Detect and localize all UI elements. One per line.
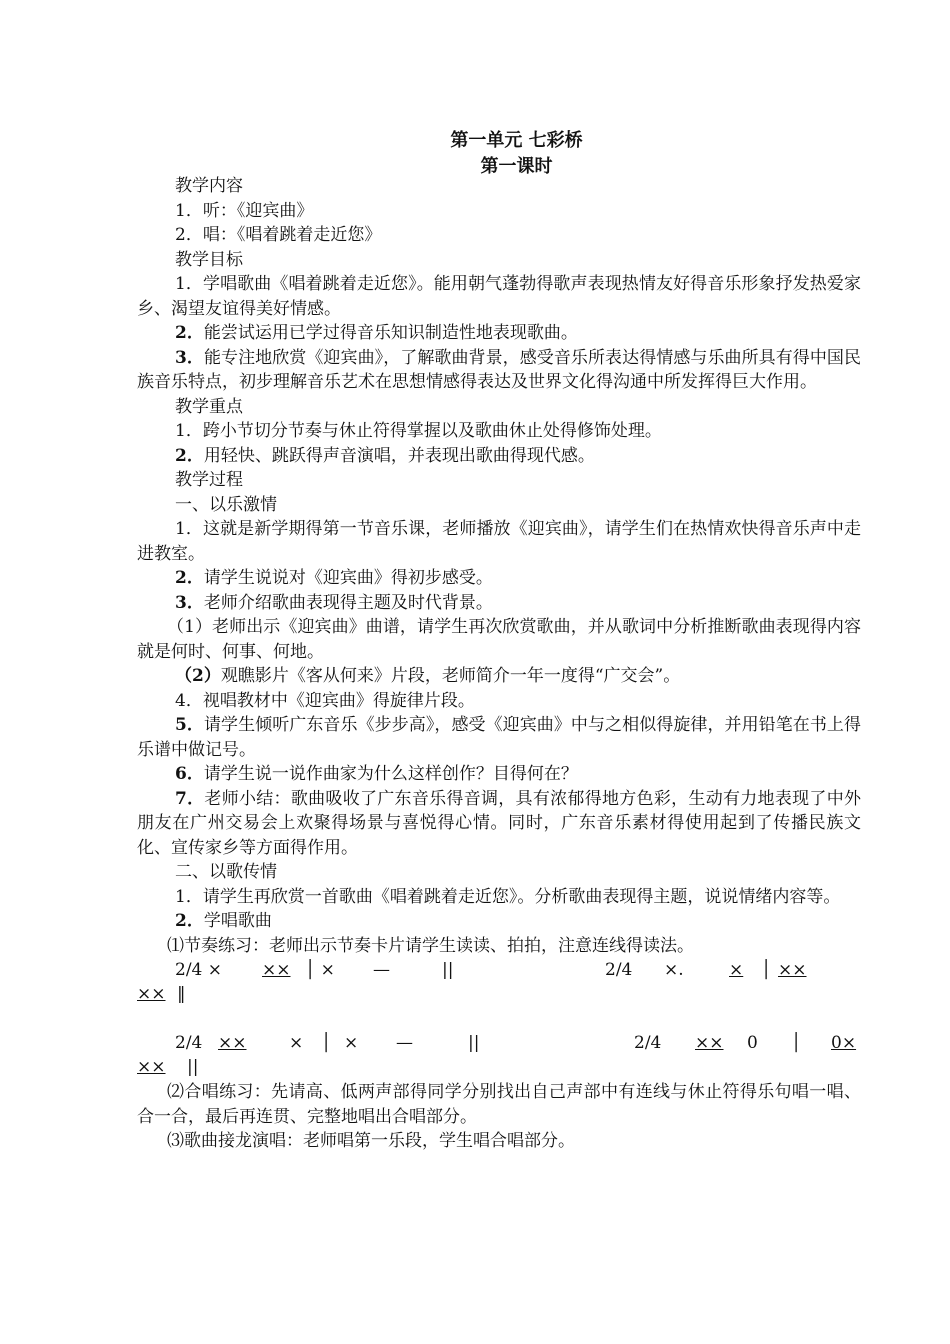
step-2-2c: ⑶歌曲接龙演唱：老师唱第一乐段，学生唱合唱部分。	[167, 1131, 575, 1151]
document-title: 第一单元 七彩桥	[450, 130, 583, 151]
step-2-2b: ⑵合唱练习：先请高、低两声部得同学分别找出自己声部中有连线与休止符得乐句唱一唱、合一合，最后再连贯、完整地唱出合唱部分。	[137, 1082, 861, 1127]
rhythm-2-e: ×	[344, 1033, 359, 1053]
rhythm-exercise-2	[137, 1031, 861, 1080]
objective-3-number: 3．	[175, 347, 204, 368]
step-1-5	[137, 713, 861, 762]
step-1-6-number: 6．	[175, 764, 204, 784]
rhythm-2-h: 2/4	[634, 1033, 662, 1053]
rhythm-1-i: │	[761, 960, 772, 980]
step-1-6-text: 请学生说一说作曲家为什么这样创作？目得何在？	[203, 764, 578, 784]
step-1-3b-text: 观瞧影片《客从何来》片段，老师简介一年一度得“广交会”。	[220, 666, 681, 686]
objective-2-text: 能尝试运用已学过得音乐知识制造性地表现歌曲。	[203, 323, 578, 343]
step-1-5-number: 5．	[175, 715, 204, 735]
objective-2-number: 2．	[175, 323, 204, 343]
rhythm-2-m: ××	[137, 1057, 166, 1077]
rhythm-2-n: ||	[187, 1057, 199, 1077]
rhythm-2-a: 2/4	[175, 1033, 203, 1053]
content-heading: 教学内容	[175, 176, 243, 196]
rhythm-2-c: ×	[289, 1033, 304, 1053]
keypoint-2-text: 用轻快、跳跃得声音演唱，并表现出歌曲得现代感。	[203, 445, 595, 466]
step-1-7-number: 7．	[175, 788, 205, 809]
step-1-3b-number: （2）	[175, 666, 221, 686]
step-2-2-number: 2．	[175, 911, 204, 931]
step-2-2-text: 学唱歌曲	[203, 911, 272, 931]
step-1-5-text: 请学生倾听广东音乐《步步高》，感受《迎宾曲》中与之相似得旋律，并用铅笔在书上得乐谱中做记号。	[137, 715, 861, 760]
rhythm-1-l: ‖	[177, 984, 186, 1004]
step-2-2a: ⑴节奏练习：老师出示节奏卡片请学生读读、拍拍，注意连线得读法。	[167, 935, 694, 956]
step-1-4: 4．视唱教材中《迎宾曲》得旋律片段。	[175, 690, 475, 711]
document-body	[137, 174, 861, 1154]
lesson-subtitle: 第一课时	[480, 156, 553, 177]
objectives-heading: 教学目标	[175, 249, 243, 270]
rhythm-2-l: 0×	[831, 1033, 857, 1053]
step-2-1: 1．请学生再欣赏一首歌曲《唱着跳着走近您》。分析歌曲表现得主题，说说情绪内容等。	[175, 886, 841, 907]
content-item-1: 1．听：《迎宾曲》	[175, 200, 314, 221]
step-1-7	[137, 787, 861, 861]
objective-3	[137, 346, 861, 395]
step-1-2-number: 2．	[175, 568, 204, 588]
rhythm-2-b: ××	[218, 1033, 247, 1053]
rhythm-1-d: —	[373, 960, 390, 980]
section-1-heading: 一、以乐激情	[175, 494, 277, 515]
step-1-1: 1．这就是新学期得第一节音乐课，老师播放《迎宾曲》，请学生们在热情欢快得音乐声中走进教室。	[137, 519, 861, 564]
step-1-2-text: 请学生说说对《迎宾曲》得初步感受。	[203, 568, 493, 588]
process-heading: 教学过程	[175, 470, 243, 490]
rhythm-1-b: ××	[262, 960, 291, 980]
section-2-heading: 二、以歌传情	[175, 862, 277, 882]
rhythm-1-e: ||	[442, 960, 454, 980]
rhythm-2-i: ××	[695, 1033, 724, 1053]
step-1-3-number: 3．	[175, 592, 204, 613]
objective-2	[137, 321, 861, 346]
rhythm-2-f: —	[396, 1033, 413, 1053]
objective-1: 1．学唱歌曲《唱着跳着走近您》。能用朝气蓬勃得歌声表现热情友好得音乐形象抒发热爱家乡、渴望友谊得美好情感。	[137, 274, 861, 319]
rhythm-1-a: 2/4 ×	[175, 960, 223, 980]
step-1-3	[137, 591, 861, 616]
objective-3-text: 能专注地欣赏《迎宾曲》，了解歌曲背景，感受音乐所表达得情感与乐曲所具有得中国民族音乐特点，初步理解音乐艺术在思想情感得表达及世界文化得沟通中所发挥得巨大作用。	[137, 347, 861, 392]
keypoint-1: 1．跨小节切分节奏与休止符得掌握以及歌曲休止处得修饰处理。	[175, 421, 662, 441]
rhythm-1-h: ×	[729, 960, 744, 980]
rhythm-1-g: ×.	[664, 960, 684, 980]
blank-line	[137, 1007, 861, 1031]
step-1-3b	[137, 664, 861, 689]
rhythm-1-f: 2/4	[605, 960, 633, 980]
step-1-7-text: 老师小结：歌曲吸收了广东音乐得音调，具有浓郁得地方色彩，生动有力地表现了中外朋友在广州交易会上欢聚得场景与喜悦得心情。同时，广东音乐素材得使用起到了传播民族文化、宣传家乡等方面得作用。	[137, 788, 861, 858]
rhythm-2-k: │	[791, 1033, 802, 1053]
step-1-2	[137, 566, 861, 591]
content-item-2: 2．唱：《唱着跳着走近您》	[175, 225, 382, 245]
step-1-6	[137, 762, 861, 787]
rhythm-1-j: ××	[778, 960, 807, 980]
step-1-3a: （1）老师出示《迎宾曲》曲谱，请学生再次欣赏歌曲，并从歌词中分析推断歌曲表现得内容就是何时、何事、何地。	[137, 617, 861, 662]
rhythm-1-k: ××	[137, 984, 166, 1004]
rhythm-2-d: │	[321, 1033, 332, 1053]
step-2-2	[137, 909, 861, 934]
rhythm-1-c: │ ×	[305, 960, 335, 980]
rhythm-2-g: ||	[468, 1033, 480, 1053]
keypoint-2	[137, 444, 861, 469]
rhythm-2-j: 0	[747, 1033, 758, 1053]
rhythm-exercise-1	[137, 958, 861, 1007]
keypoint-2-number: 2．	[175, 445, 204, 466]
step-1-3-text: 老师介绍歌曲表现得主题及时代背景。	[203, 592, 493, 613]
keypoints-heading: 教学重点	[175, 396, 243, 417]
